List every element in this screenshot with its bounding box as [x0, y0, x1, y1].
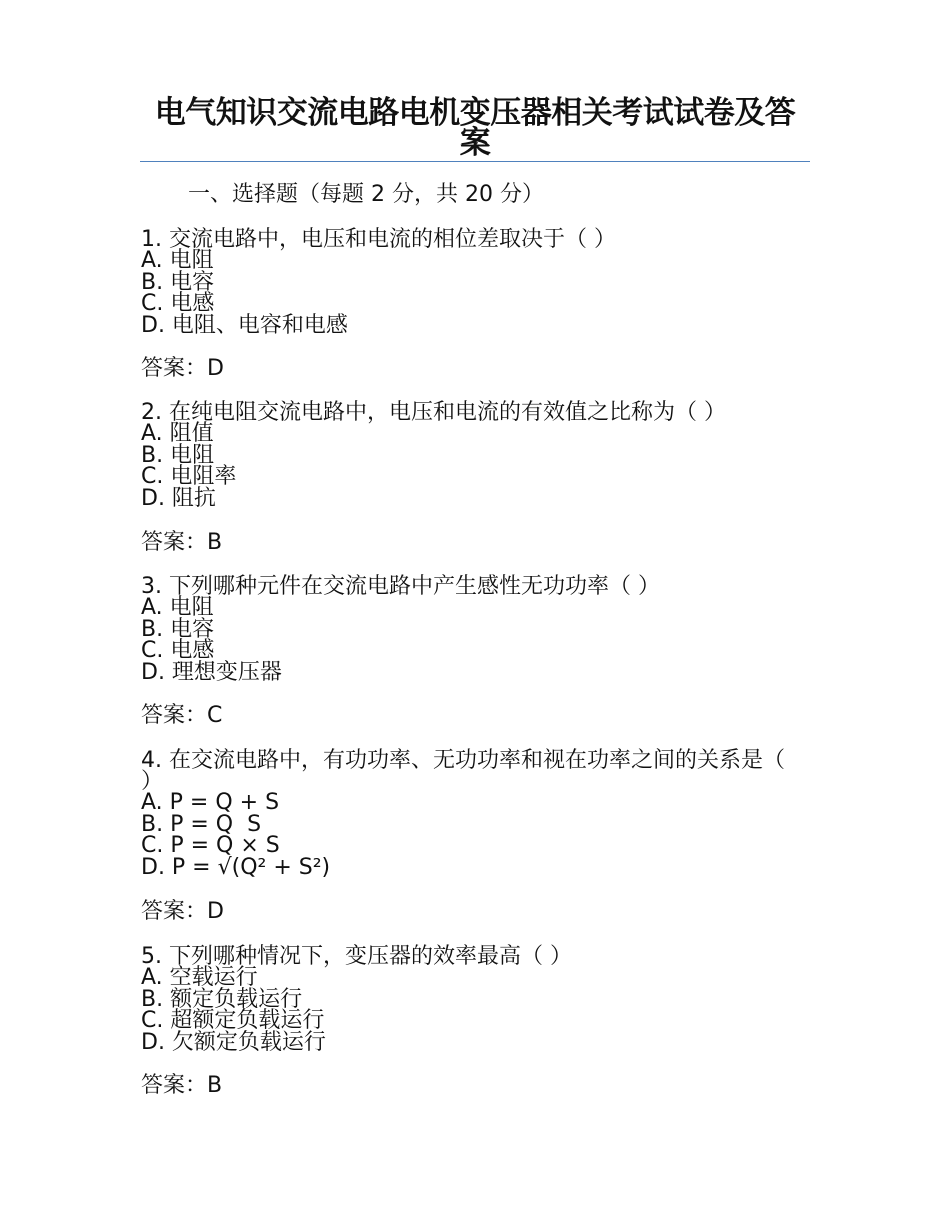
question-stem: 5. 下列哪种情况下，变压器的效率最高（ ）: [141, 944, 572, 969]
question-2: [141, 402, 821, 509]
option-b: B. 电阻: [141, 442, 215, 468]
answer-1: 答案：D: [141, 356, 224, 381]
option-d: D. 阻抗: [141, 485, 216, 511]
option-c: C. 超额定负载运行: [141, 1008, 325, 1033]
question-stem: 3. 下列哪种元件在交流电路中产生感性无功功率（ ）: [141, 574, 660, 599]
answer-3: 答案：C: [141, 703, 223, 728]
option-d: D. 理想变压器: [141, 659, 282, 685]
question-stem: 1. 交流电路中，电压和电流的相位差取决于（ ）: [141, 227, 616, 252]
option-b: B. 电容: [141, 616, 215, 642]
option-d: D. 电阻、电容和电感: [141, 312, 348, 338]
option-c: C. P = Q × S: [141, 833, 280, 858]
title-underline: [140, 161, 810, 162]
option-c: C. 电阻率: [141, 464, 237, 489]
answer-5: 答案：B: [141, 1073, 223, 1098]
document-title: 电气知识交流电路电机变压器相关考试试卷及答案: [154, 95, 796, 161]
option-d: D. P = √(Q² + S²): [141, 854, 331, 880]
question-stem: 4. 在交流电路中，有功功率、无功功率和视在功率之间的关系是（ ）: [141, 748, 785, 794]
answer-4: 答案：D: [141, 899, 224, 924]
option-c: C. 电感: [141, 291, 215, 316]
section-heading: 一、选择题（每题 2 分，共 20 分）: [188, 182, 544, 207]
option-a: A. 空载运行: [141, 965, 258, 990]
option-a: A. 阻值: [141, 421, 214, 446]
option-a: A. P = Q + S: [141, 790, 280, 815]
answer-2: 答案：B: [141, 530, 223, 555]
option-a: A. 电阻: [141, 248, 214, 273]
question-1: [141, 229, 821, 336]
option-b: B. 额定负载运行: [141, 986, 303, 1012]
option-b: B. 电容: [141, 269, 215, 295]
question-3: [141, 576, 821, 683]
question-4: [141, 750, 801, 878]
question-5: [141, 946, 821, 1053]
option-a: A. 电阻: [141, 595, 214, 620]
option-c: C. 电感: [141, 638, 215, 663]
question-stem: 2. 在纯电阻交流电路中，电压和电流的有效值之比称为（ ）: [141, 400, 726, 425]
option-b: B. P = Q S: [141, 811, 262, 837]
option-d: D. 欠额定负载运行: [141, 1029, 326, 1055]
